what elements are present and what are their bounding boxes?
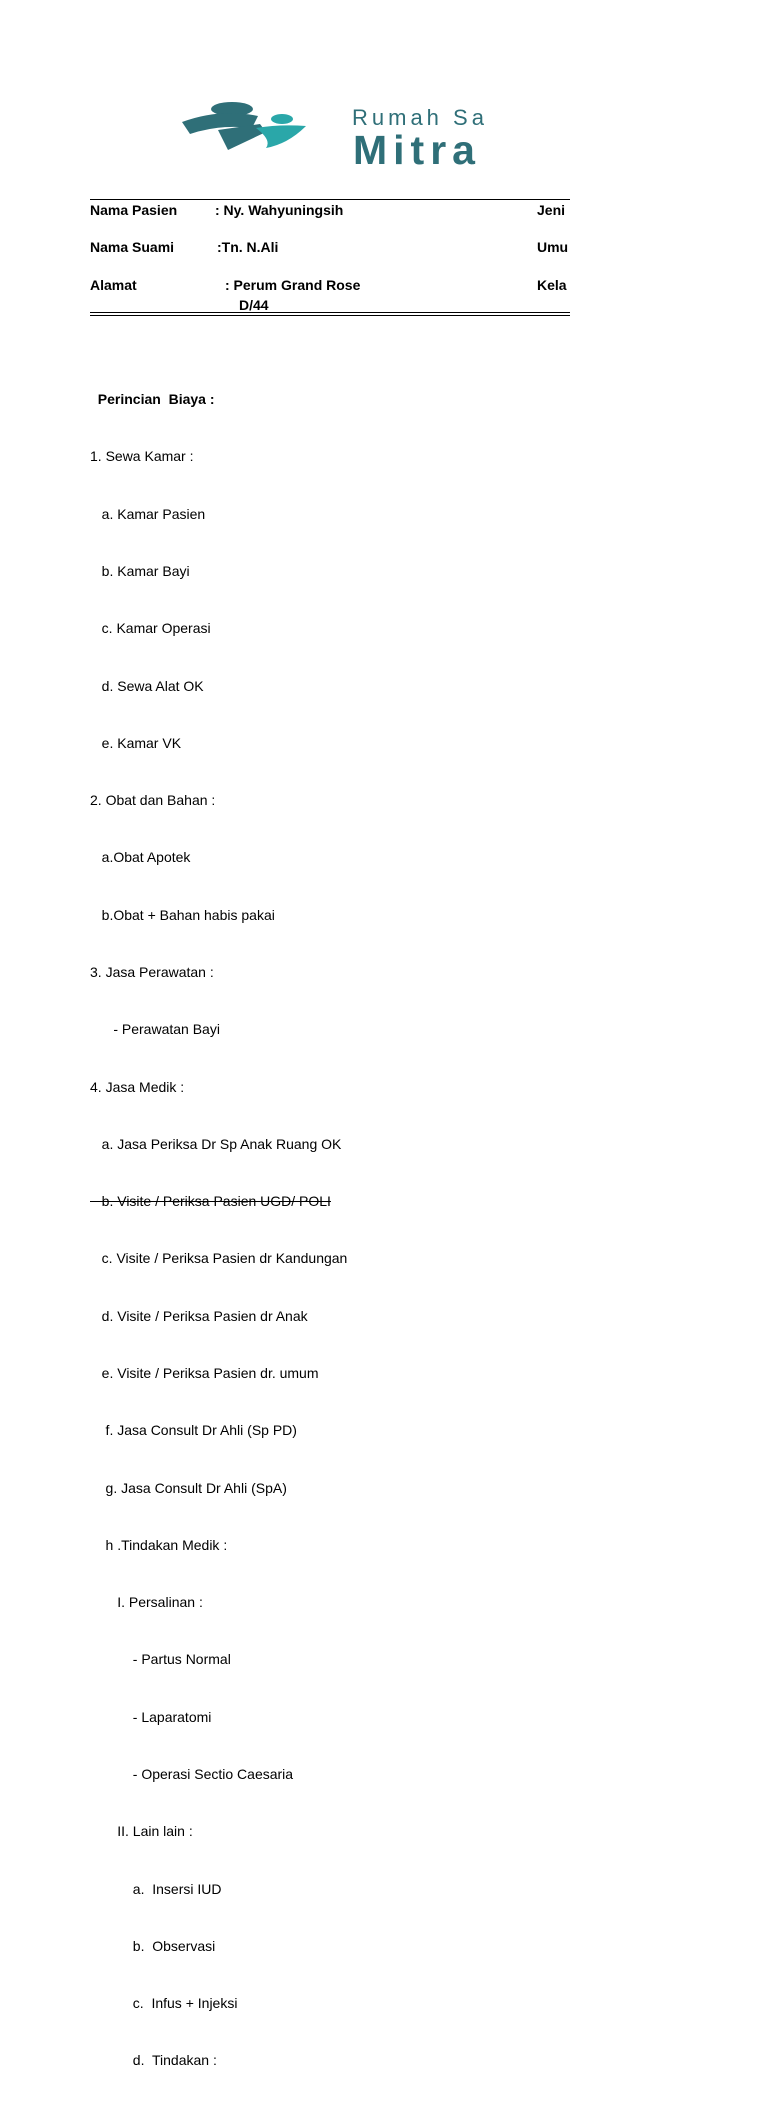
list-item: 4. Jasa Medik :	[90, 1078, 185, 1095]
list-item: f. Jasa Consult Dr Ahli (Sp PD)	[90, 1422, 297, 1439]
list-item: I. Persalinan :	[90, 1594, 203, 1611]
billing-heading: Perincian Biaya :	[97, 391, 215, 408]
list-item: c. Visite / Periksa Pasien dr Kandungan	[90, 1250, 348, 1267]
patient-name-value: : Ny. Wahyuningsih	[215, 202, 344, 218]
list-item: b.Obat + Bahan habis pakai	[90, 906, 275, 923]
list-item: c. Infus + Injeksi	[90, 1995, 238, 2012]
list-item: d. Sewa Alat OK	[90, 677, 204, 694]
list-item: a. Kamar Pasien	[90, 505, 206, 522]
class-label: Kela	[537, 277, 567, 293]
list-item: g. Jasa Consult Dr Ahli (SpA)	[90, 1479, 287, 1496]
list-item: c. Kamar Operasi	[90, 620, 211, 637]
list-item: a. Insersi IUD	[90, 1880, 222, 1897]
billing-details-list	[90, 352, 347, 2109]
list-item: e. Visite / Periksa Pasien dr. umum	[90, 1364, 319, 1381]
header-bottom-rule-2	[90, 315, 570, 316]
address-value-line-1: : Perum Grand Rose	[225, 277, 361, 293]
header-bottom-rule-1	[90, 312, 570, 313]
list-item: e. Kamar VK	[90, 734, 182, 751]
address-value-line-2: D/44	[239, 297, 269, 313]
list-item: - Laparatomi	[90, 1708, 212, 1725]
list-item	[90, 1192, 347, 1211]
header-top-rule	[90, 199, 570, 200]
list-item: a.Obat Apotek	[90, 849, 191, 866]
list-item: b. Observasi	[90, 1937, 216, 1954]
list-item: d. Visite / Periksa Pasien dr Anak	[90, 1307, 308, 1324]
age-label: Umu	[537, 239, 569, 255]
husband-name-value: :Tn. N.Ali	[217, 239, 279, 255]
list-item: II. Lain lain :	[90, 1823, 193, 1840]
people-logo-icon	[180, 100, 310, 154]
husband-name-label: Nama Suami	[90, 239, 175, 255]
list-item: - Operasi Sectio Caesaria	[90, 1765, 294, 1782]
list-item: - Partus Normal	[90, 1651, 231, 1668]
address-label: Alamat	[90, 277, 137, 293]
list-item: 1. Sewa Kamar :	[90, 448, 194, 465]
logo-line-2: Mitra	[353, 127, 481, 173]
list-item: d. Tindakan :	[90, 2052, 217, 2069]
list-item: - Perawatan Bayi	[90, 1021, 220, 1038]
list-item: a. Jasa Periksa Dr Sp Anak Ruang OK	[90, 1135, 342, 1152]
list-item: 3. Jasa Perawatan :	[90, 964, 214, 980]
list-item-strikethrough-text: b. Visite / Periksa Pasien UGD/ POLI	[90, 1193, 331, 1210]
patient-name-label: Nama Pasien	[90, 202, 178, 218]
gender-label: Jeni	[537, 202, 566, 218]
list-item: h .Tindakan Medik :	[90, 1536, 228, 1553]
list-item: b. Kamar Bayi	[90, 563, 190, 580]
hospital-name-logo	[352, 105, 488, 173]
list-item: 2. Obat dan Bahan :	[90, 792, 216, 809]
logo-line-1: Rumah Sa	[352, 105, 488, 130]
